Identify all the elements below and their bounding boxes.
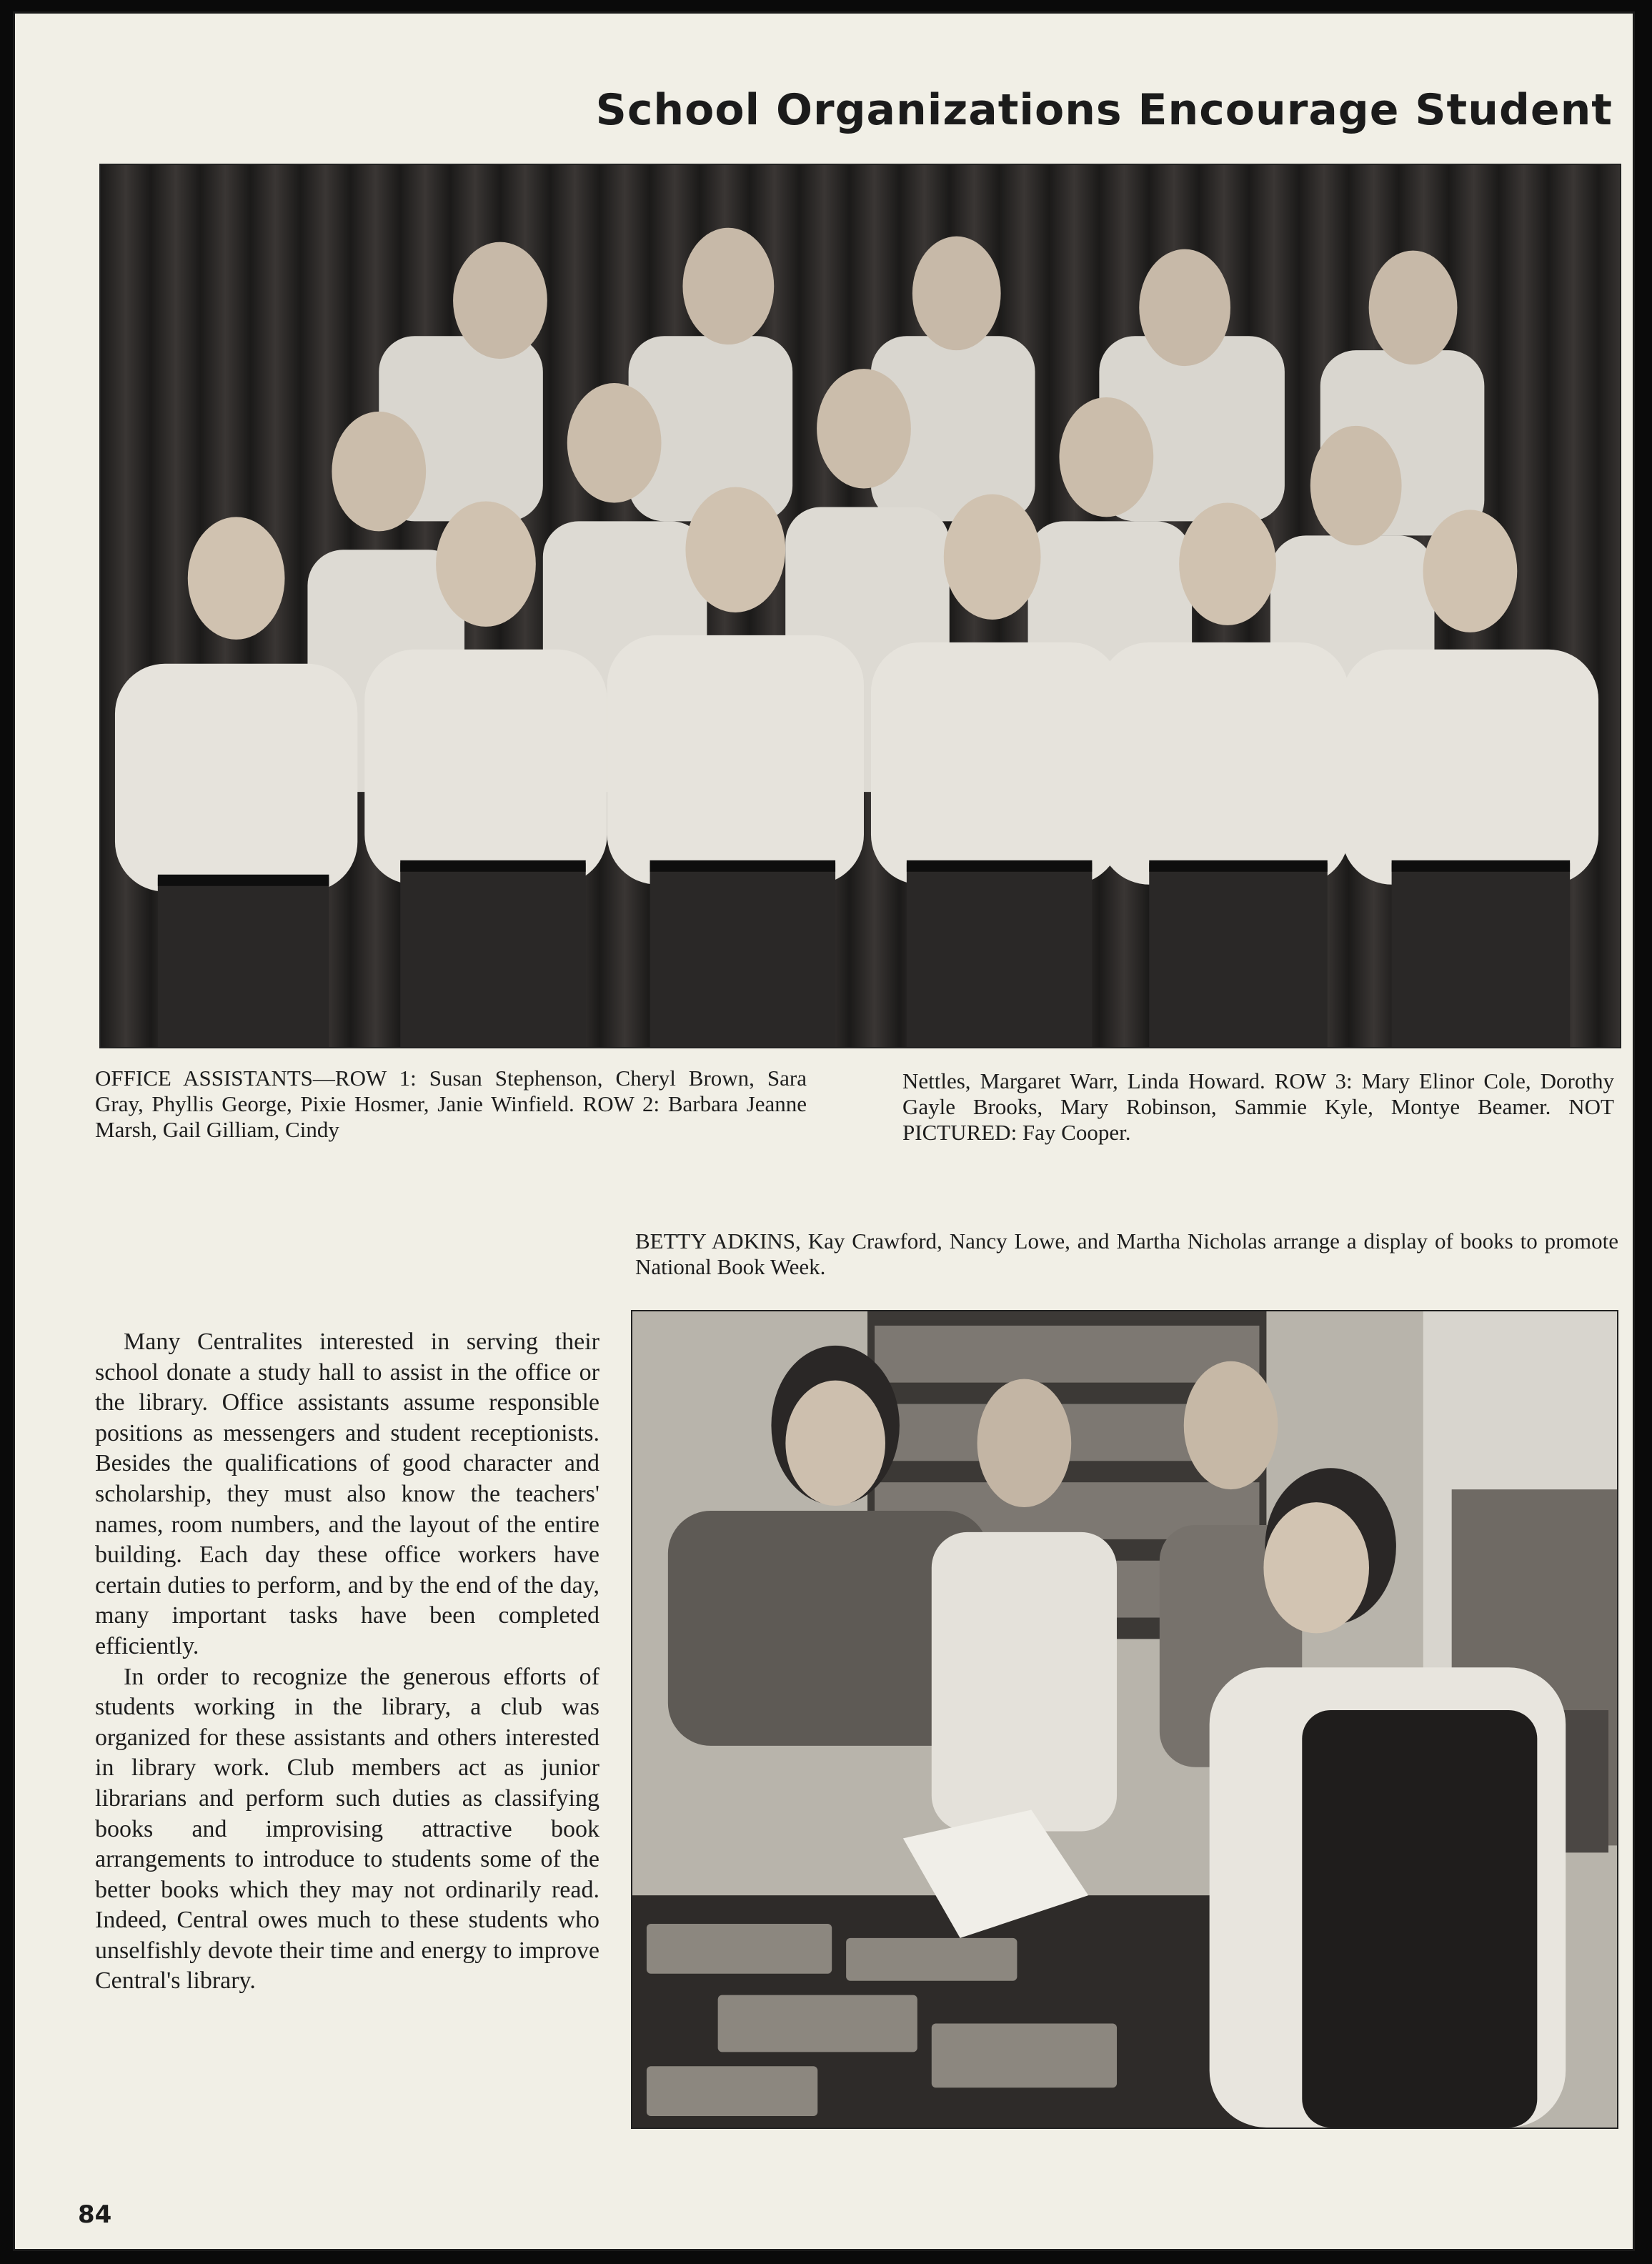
office-assistants-photo xyxy=(99,164,1621,1048)
office-assistants-caption-right: Nettles, Margaret Warr, Linda Howard. ROW 3: Mary Elinor Cole, Dorothy Gayle Brooks, Mary Robinson, Sammie Kyle, Montye Beamer. NOT PICTURED: Fay Cooper. xyxy=(902,1068,1614,1145)
page-number: 84 xyxy=(78,2200,112,2229)
library-photo-caption: BETTY ADKINS, Kay Crawford, Nancy Lowe, and Martha Nicholas arrange a display of books to promote National Book Week. xyxy=(635,1228,1618,1279)
article-paragraph-1: Many Centralites interested in serving their school donate a study hall to assist in the office or the library. Office assistants assume responsible positions as messengers and student receptionists. Besides the qualifications of good character and scholarship, they must also know the teachers' names, room numbers, and the layout of the entire building. Each day these office workers have certain duties to perform, and by the end of the day, many important tasks have been completed efficiently. xyxy=(95,1329,599,1659)
library-display-photo-art xyxy=(632,1311,1617,2128)
article-paragraph-2: In order to recognize the generous efforts of students working in the library, a club was organized for these assistants and others interested in library work. Club members act as junior librarians and perform such duties as classifying books and improvising attractive book arrangements to introduce to students some of the better books which they may not ordinarily read. Indeed, Central owes much to these students who unselfishly devote their time and energy to improve Central's library. xyxy=(95,1663,599,1995)
office-assistants-photo-art xyxy=(101,165,1620,1047)
page-headline: School Organizations Encourage Student xyxy=(595,85,1613,135)
library-display-photo xyxy=(631,1310,1618,2129)
yearbook-page xyxy=(13,11,1635,2251)
article-body xyxy=(95,1327,599,1997)
office-assistants-caption-left: OFFICE ASSISTANTS—ROW 1: Susan Stephenson, Cheryl Brown, Sara Gray, Phyllis George, Pixie Hosmer, Janie Winfield. ROW 2: Barbara Jeanne Marsh, Gail Gilliam, Cindy xyxy=(95,1066,807,1142)
